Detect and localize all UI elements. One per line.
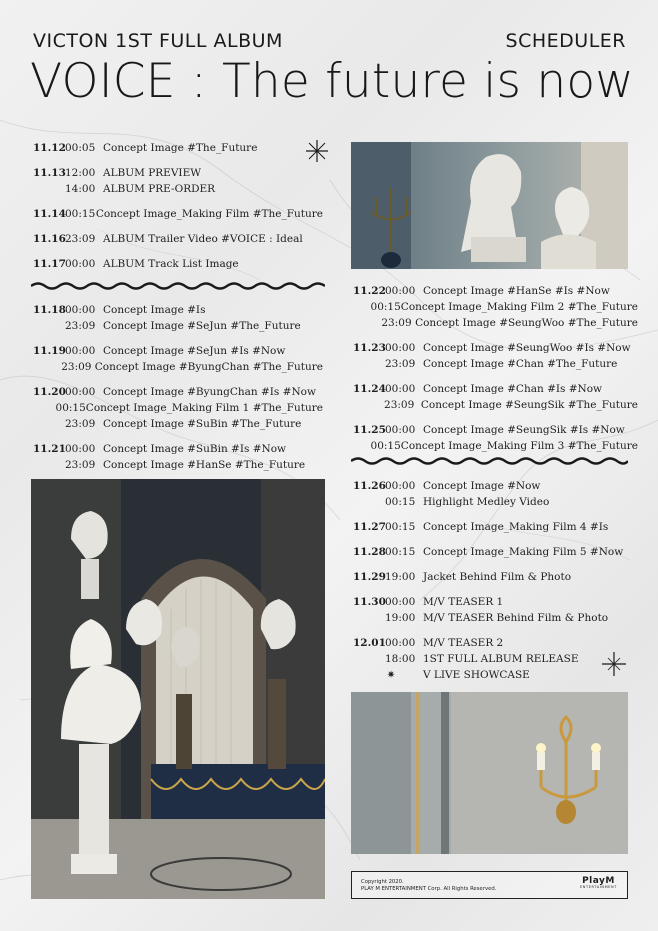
schedule-event: 1ST FULL ALBUM RELEASE (423, 653, 579, 665)
page-title: VOICE : The future is now (30, 54, 634, 109)
schedule-entry (353, 315, 638, 331)
schedule-entry (33, 400, 323, 416)
schedule-time: 14:00 (65, 183, 96, 195)
schedule-time: 19:00 (385, 571, 416, 583)
schedule-entry (353, 651, 638, 667)
schedule-time: 18:00 (385, 653, 416, 665)
schedule-entry (33, 441, 323, 457)
schedule-event: Concept Image #SeungWoo #The_Future (415, 317, 638, 329)
schedule-event: Concept Image #SuBin #The_Future (103, 418, 302, 430)
schedule-event: Concept Image_Making Film 3 #The_Future (400, 440, 638, 452)
schedule-time: 00:15 (55, 402, 86, 414)
schedule-event: ALBUM PREVIEW (103, 167, 202, 179)
schedule-entry (33, 416, 323, 432)
schedule-event: Concept Image #SeJun #The_Future (103, 320, 301, 332)
scheduler-label: SCHEDULER (505, 30, 626, 52)
schedule-time: 23:09 (384, 399, 415, 411)
schedule-entry (33, 140, 323, 156)
schedule-event: Concept Image #ByungChan #Is #Now (103, 386, 316, 398)
schedule-entry (33, 343, 323, 359)
schedule-entry (33, 231, 323, 247)
schedule-time: 00:00 (65, 386, 96, 398)
schedule-entry (353, 635, 638, 651)
schedule-date: 11.28 (353, 546, 386, 558)
schedule-event: Concept Image #SeungSik #Is #Now (423, 424, 625, 436)
schedule-event: Concept Image #SuBin #Is #Now (103, 443, 287, 455)
schedule-time: 23:09 (65, 459, 96, 471)
schedule-entry (353, 667, 638, 683)
schedule-time: 19:00 (385, 612, 416, 624)
small-star-icon: ✷ (386, 669, 396, 681)
schedule-event: Concept Image #HanSe #Is #Now (423, 285, 610, 297)
schedule-entry (353, 397, 638, 413)
schedule-time: 00:00 (65, 443, 96, 455)
schedule-date: 11.25 (353, 424, 386, 436)
schedule-event: ALBUM Trailer Video #VOICE : Ideal (103, 233, 303, 245)
schedule-time: 00:15 (370, 440, 401, 452)
schedule-entry (353, 299, 638, 315)
schedule-event: Concept Image #The_Future (103, 142, 258, 154)
schedule-entry (353, 356, 638, 372)
schedule-time: 00:00 (65, 345, 96, 357)
schedule-date: 11.26 (353, 480, 386, 492)
schedule-event: Concept Image_Making Film 4 #Is (423, 521, 609, 533)
schedule-event: Highlight Medley Video (423, 496, 550, 508)
photo-museum-hall (31, 479, 325, 899)
schedule-event: Concept Image #Chan #Is #Now (423, 383, 603, 395)
schedule-time: 00:00 (385, 596, 416, 608)
schedule-time: 00:05 (65, 142, 96, 154)
schedule-event: ALBUM Track List Image (103, 258, 239, 270)
schedule-event: Concept Image_Making Film 5 #Now (423, 546, 624, 558)
schedule-entry (33, 302, 323, 318)
footer-copyright-box (351, 871, 628, 899)
logo-subtext: ENTERTAINMENT (579, 885, 617, 889)
schedule-entry (353, 544, 638, 560)
schedule-time: 00:15 (65, 208, 96, 220)
wave-divider (31, 281, 325, 291)
schedule-event: Concept Image_Making Film 1 #The_Future (85, 402, 323, 414)
schedule-event: V LIVE SHOWCASE (423, 669, 530, 681)
schedule-event: Concept Image #Is (103, 304, 206, 316)
schedule-date: 11.27 (353, 521, 386, 533)
schedule-date: 11.14 (33, 208, 66, 220)
schedule-event: M/V TEASER 2 (423, 637, 504, 649)
schedule-time: 23:09 (65, 320, 96, 332)
schedule-date: 11.18 (33, 304, 66, 316)
schedule-time: 00:00 (65, 258, 96, 270)
sparkle-icon (602, 652, 626, 676)
schedule-time: 00:00 (385, 637, 416, 649)
schedule-entry (353, 283, 638, 299)
schedule-event: ALBUM PRE-ORDER (103, 183, 216, 195)
schedule-entry (353, 381, 638, 397)
schedule-time: 00:00 (385, 480, 416, 492)
schedule-time: 23:09 (65, 233, 96, 245)
album-label: VICTON 1ST FULL ALBUM (33, 30, 283, 52)
schedule-event: Concept Image #Chan #The_Future (423, 358, 618, 370)
schedule-time: 23:09 (61, 361, 92, 373)
schedule-entry (353, 422, 638, 438)
schedule-date: 12.01 (353, 637, 386, 649)
schedule-time: 00:15 (370, 301, 401, 313)
schedule-entry (353, 569, 638, 585)
schedule-time: 23:09 (65, 418, 96, 430)
schedule-entry (353, 340, 638, 356)
schedule-entry (33, 318, 323, 334)
schedule-left-bottom (33, 302, 323, 473)
photo-statue-candelabra (351, 142, 628, 269)
sparkle-icon (306, 140, 328, 162)
schedule-time: 00:00 (65, 304, 96, 316)
schedule-right-top (353, 283, 638, 454)
schedule-date: 11.24 (353, 383, 386, 395)
schedule-event: M/V TEASER 1 (423, 596, 504, 608)
schedule-date: 11.29 (353, 571, 386, 583)
schedule-entry (353, 478, 638, 494)
company-logo (580, 878, 617, 889)
schedule-date: 11.12 (33, 142, 66, 154)
schedule-right-bottom (353, 478, 638, 683)
schedule-time: 00:00 (385, 383, 416, 395)
schedule-entry (33, 384, 323, 400)
schedule-entry (33, 206, 323, 222)
schedule-time: 00:15 (385, 521, 416, 533)
photo-wall-sconce (351, 692, 628, 854)
schedule-time: 12:00 (65, 167, 96, 179)
schedule-time: 00:00 (385, 285, 416, 297)
schedule-event: Concept Image #ByungChan #The_Future (94, 361, 323, 373)
schedule-event: Jacket Behind Film & Photo (423, 571, 572, 583)
schedule-time: 00:00 (385, 342, 416, 354)
schedule-time: 00:15 (385, 546, 416, 558)
schedule-entry (33, 457, 323, 473)
schedule-entry (33, 359, 323, 375)
schedule-event: Concept Image_Making Film 2 #The_Future (400, 301, 638, 313)
schedule-date: 11.30 (353, 596, 386, 608)
schedule-entry (33, 181, 323, 197)
schedule-date: 11.23 (353, 342, 386, 354)
schedule-event: Concept Image #HanSe #The_Future (103, 459, 306, 471)
schedule-date: 11.21 (33, 443, 66, 455)
schedule-event: Concept Image #SeungWoo #Is #Now (423, 342, 631, 354)
schedule-time: 23:09 (385, 358, 416, 370)
schedule-date: 11.22 (353, 285, 386, 297)
schedule-entry (353, 594, 638, 610)
schedule-date: 11.17 (33, 258, 66, 270)
schedule-left-top (33, 140, 323, 272)
schedule-date: 11.16 (33, 233, 66, 245)
schedule-event: Concept Image #SeungSik #The_Future (420, 399, 638, 411)
schedule-date: 11.13 (33, 167, 66, 179)
schedule-event: M/V TEASER Behind Film & Photo (423, 612, 609, 624)
schedule-time: 00:15 (385, 496, 416, 508)
schedule-date: 11.19 (33, 345, 66, 357)
schedule-entry (353, 519, 638, 535)
wave-divider (351, 456, 628, 466)
copyright-line: Copyright 2020. (361, 879, 404, 885)
schedule-date: 11.20 (33, 386, 66, 398)
schedule-time: 23:09 (381, 317, 412, 329)
schedule-entry (353, 610, 638, 626)
schedule-entry (33, 256, 323, 272)
schedule-event: Concept Image #SeJun #Is #Now (103, 345, 286, 357)
schedule-entry (353, 438, 638, 454)
logo-text: PlayM (582, 876, 615, 886)
schedule-event: Concept Image_Making Film #The_Future (95, 208, 323, 220)
schedule-entry (33, 165, 323, 181)
copyright-line: PLAY M ENTERTAINMENT Corp. All Rights Reserved. (361, 886, 497, 892)
schedule-time: 00:00 (385, 424, 416, 436)
schedule-event: Concept Image #Now (423, 480, 541, 492)
schedule-entry (353, 494, 638, 510)
